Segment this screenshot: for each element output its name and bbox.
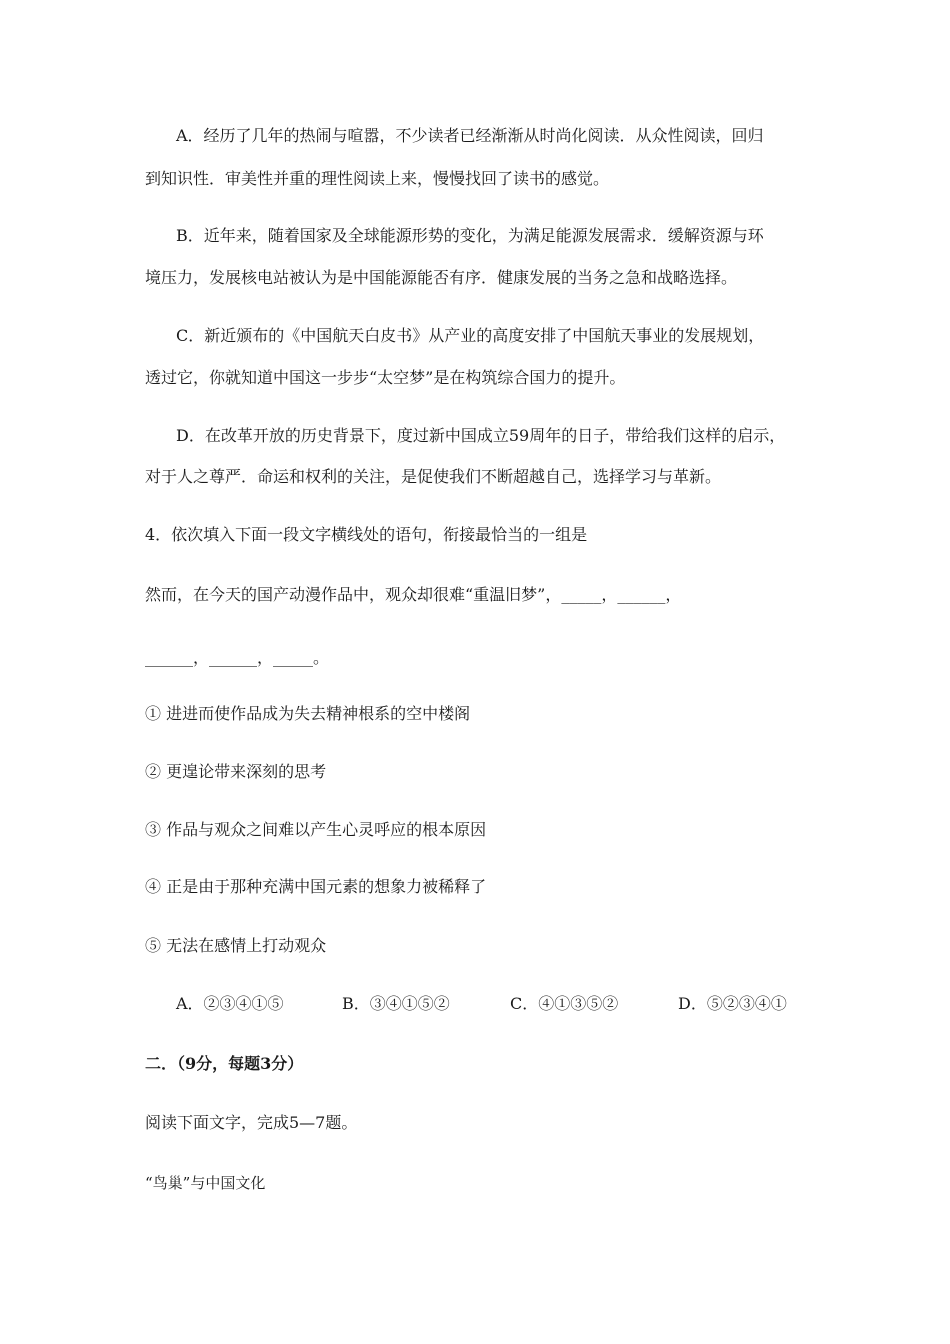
question-4-stem: 4．依次填入下面一段文字横线处的语句，衔接最恰当的一组是	[145, 525, 588, 544]
option-b-line-2: 境压力，发展核电站被认为是中国能源能否有序．健康发展的当务之急和战略选择。	[145, 268, 738, 287]
sentence-item-5: ⑤ 无法在感情上打动观众	[145, 936, 327, 955]
option-a-line-2: 到知识性．审美性并重的理性阅读上来，慢慢找回了读书的感觉。	[145, 169, 610, 188]
sentence-item-3: ③ 作品与观众之间难以产生心灵呼应的根本原因	[145, 820, 487, 839]
sentence-item-4: ④ 正是由于那种充满中国元素的想象力被稀释了	[145, 877, 487, 896]
option-d-line-1: D．在改革开放的历史背景下，度过新中国成立59周年的日子，带给我们这样的启示，	[176, 426, 786, 445]
option-b-line-1: B．近年来，随着国家及全球能源形势的变化，为满足能源发展需求．缓解资源与环	[176, 226, 764, 245]
option-c-line-2: 透过它，你就知道中国这一步步“太空梦”是在构筑综合国力的提升。	[145, 368, 626, 387]
choice-b: B．③④①⑤②	[342, 994, 450, 1013]
question-4-passage-line-1: 然而，在今天的国产动漫作品中，观众却很难“重温旧梦”，_____，______，	[145, 585, 682, 604]
choice-a: A．②③④①⑤	[176, 994, 284, 1013]
choice-d: D．⑤②③④①	[678, 994, 787, 1013]
option-d-line-2: 对于人之尊严．命运和权利的关注，是促使我们不断超越自己，选择学习与革新。	[145, 467, 722, 486]
choice-c: C．④①③⑤②	[510, 994, 619, 1013]
option-c-line-1: C．新近颁布的《中国航天白皮书》从产业的高度安排了中国航天事业的发展规划，	[176, 326, 765, 345]
article-title: “鸟巢”与中国文化	[145, 1174, 266, 1192]
section-2-instruction: 阅读下面文字，完成5—7题。	[145, 1113, 358, 1132]
question-4-passage-line-2: ______，______，_____。	[145, 648, 330, 667]
sentence-item-1: ① 进进而使作品成为失去精神根系的空中楼阁	[145, 704, 471, 723]
sentence-item-2: ② 更遑论带来深刻的思考	[145, 762, 327, 781]
section-2-heading: 二．（9分，每题3分）	[145, 1054, 304, 1073]
option-a-line-1: A．经历了几年的热闹与喧嚣，不少读者已经渐渐从时尚化阅读．从众性阅读，回归	[176, 126, 764, 145]
